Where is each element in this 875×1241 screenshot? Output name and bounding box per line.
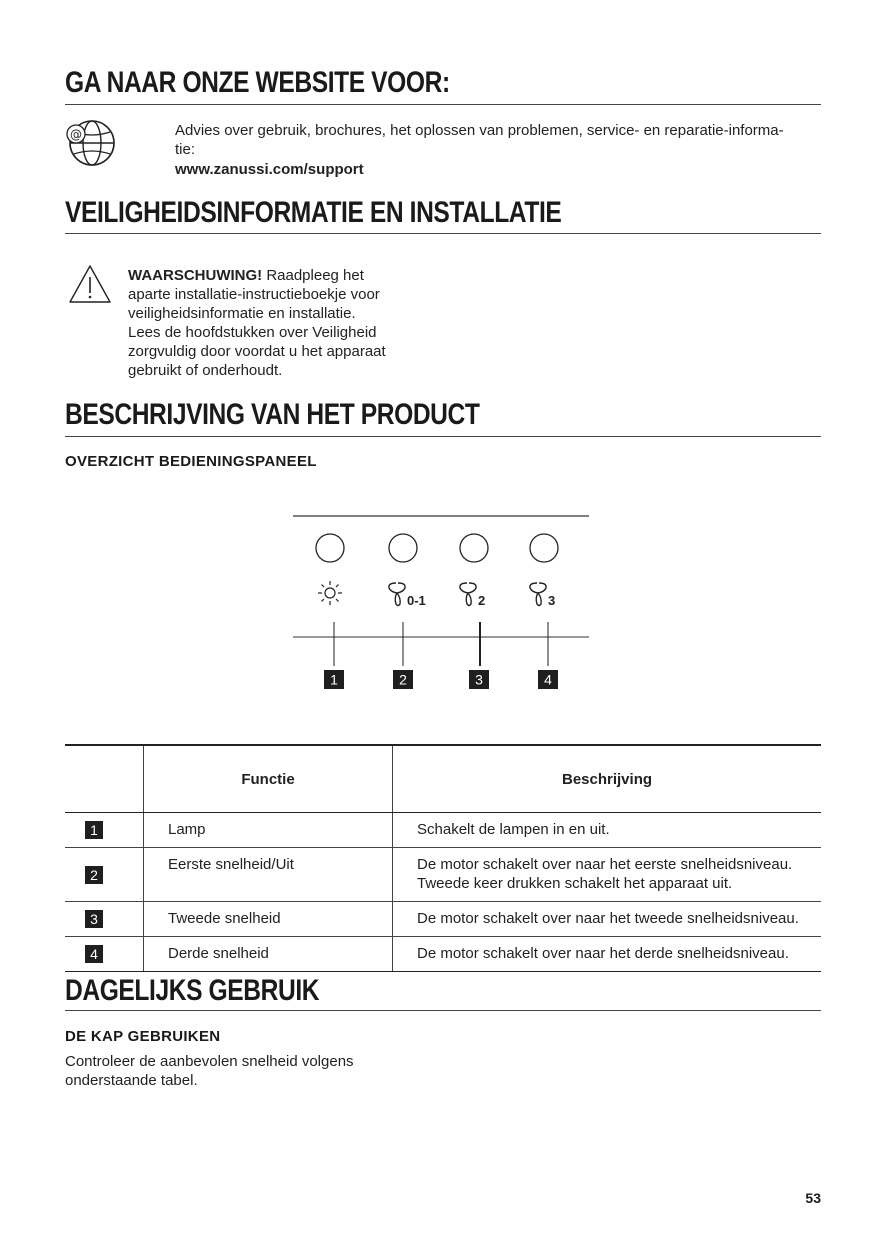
divider	[65, 436, 821, 437]
product-heading: BESCHRIJVING VAN HET PRODUCT	[65, 398, 480, 431]
speed-3-label: 3	[548, 593, 556, 608]
row-function: Eerste snelheid/Uit	[144, 848, 393, 902]
fan-icon	[530, 583, 546, 606]
callout-number: 4	[544, 671, 552, 688]
daily-text	[65, 1052, 465, 1090]
warning-triangle-icon	[68, 264, 112, 304]
warning-label: WAARSCHUWING!	[128, 267, 263, 284]
header-description: Beschrijving	[393, 745, 822, 813]
divider	[65, 1010, 821, 1011]
svg-text:@: @	[70, 127, 82, 142]
fan-icon	[460, 583, 476, 606]
callout-number: 1	[330, 671, 338, 688]
callout-number: 2	[399, 671, 407, 688]
warning-line: Raadpleeg het	[262, 267, 364, 284]
warning-text	[128, 266, 428, 380]
speed-3-button	[530, 534, 558, 562]
row-description: De motor schakelt over naar het derde snelheidsniveau.	[417, 945, 789, 962]
lamp-icon	[318, 581, 342, 605]
table-header-row	[65, 745, 821, 813]
page-number: 53	[805, 1190, 821, 1206]
row-function: Tweede snelheid	[144, 902, 393, 937]
divider	[65, 233, 821, 234]
table-row	[65, 848, 821, 902]
callout-number: 3	[475, 671, 483, 688]
safety-heading: VEILIGHEIDSINFORMATIE EN INSTALLATIE	[65, 196, 562, 229]
panel-subheading: OVERZICHT BEDIENINGSPANEEL	[65, 453, 317, 470]
speed-2-button	[460, 534, 488, 562]
lamp-button	[316, 534, 344, 562]
row-number: 3	[85, 910, 103, 928]
warning-line: gebruikt of onderhoudt.	[128, 362, 283, 379]
divider	[65, 104, 821, 105]
row-number: 2	[85, 866, 103, 884]
row-description: De motor schakelt over naar het eerste snelheidsniveau.	[417, 856, 793, 873]
table-row	[65, 937, 821, 972]
warning-line: veiligheidsinformatie en installatie.	[128, 305, 356, 322]
header-num	[65, 745, 144, 813]
daily-heading: DAGELIJKS GEBRUIK	[65, 974, 320, 1007]
globe-at-icon	[63, 118, 117, 168]
table-row	[65, 902, 821, 937]
website-text	[175, 121, 825, 179]
website-text-line: Advies over gebruik, brochures, het oplossen van problemen, service- en reparatie-informa-	[175, 122, 784, 139]
fan-icon	[389, 583, 405, 606]
function-table	[65, 744, 821, 972]
row-function: Derde snelheid	[144, 937, 393, 972]
speed-2-label: 2	[478, 593, 486, 608]
daily-text-line: onderstaande tabel.	[65, 1072, 198, 1089]
website-text-line: tie:	[175, 141, 196, 158]
warning-line: zorgvuldig door voordat u het apparaat	[128, 343, 386, 360]
website-url-link[interactable]: www.zanussi.com/support	[175, 161, 364, 178]
row-description: Schakelt de lampen in en uit.	[417, 821, 610, 838]
warning-line: Lees de hoofdstukken over Veiligheid	[128, 324, 377, 341]
header-function: Functie	[144, 745, 393, 813]
row-number: 4	[85, 945, 103, 963]
speed-1-button	[389, 534, 417, 562]
warning-line: aparte installatie-instructieboekje voor	[128, 286, 380, 303]
daily-text-line: Controleer de aanbevolen snelheid volgens	[65, 1053, 354, 1070]
table-row	[65, 813, 821, 848]
row-function: Lamp	[144, 813, 393, 848]
row-description: Tweede keer drukken schakelt het apparaat uit.	[417, 875, 733, 892]
daily-subheading: DE KAP GEBRUIKEN	[65, 1028, 221, 1045]
control-panel-diagram	[293, 508, 591, 694]
row-number: 1	[85, 821, 103, 839]
row-description: De motor schakelt over naar het tweede snelheidsniveau.	[417, 910, 799, 927]
website-heading: GA NAAR ONZE WEBSITE VOOR:	[65, 66, 450, 99]
speed-1-label: 0-1	[407, 593, 426, 608]
